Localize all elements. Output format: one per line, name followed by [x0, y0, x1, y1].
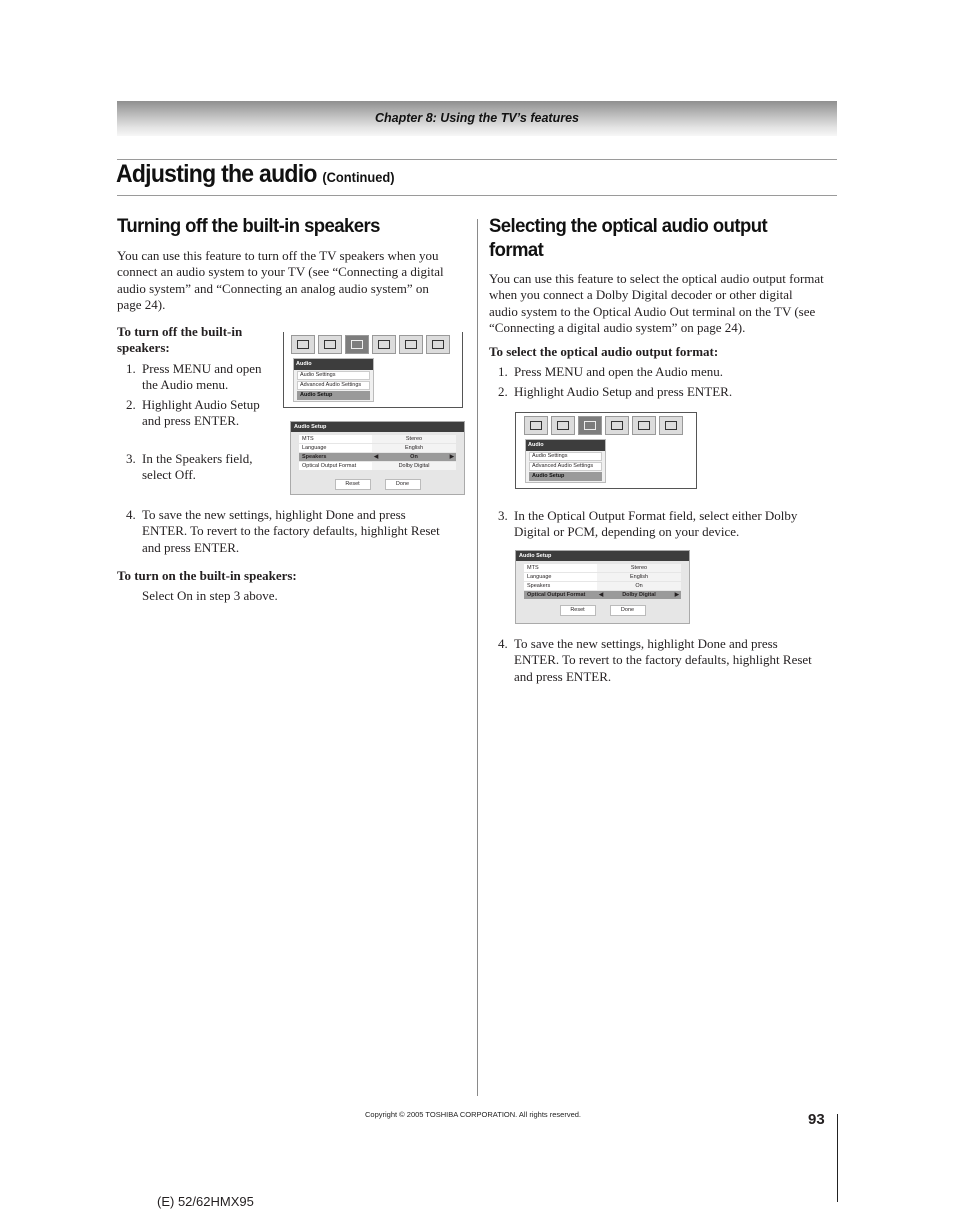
picture-icon: [524, 416, 548, 435]
menu-item-advanced-audio-settings[interactable]: Advanced Audio Settings: [297, 381, 370, 390]
right-heading-line: Selecting the optical audio output: [489, 215, 768, 237]
applications-icon: [605, 416, 629, 435]
menu-icon-bar: [284, 332, 462, 357]
reset-button[interactable]: Reset: [335, 479, 371, 490]
setup-row-value: Dolby Digital: [372, 462, 456, 470]
audio-submenu-header: Audio: [526, 440, 605, 451]
step-text: the Audio menu.: [142, 377, 229, 393]
audio-icon: [345, 335, 369, 354]
step-text: and press ENTER.: [142, 413, 240, 429]
reset-button[interactable]: Reset: [560, 605, 596, 616]
step-text: ENTER. To revert to the factory defaults, highlight Reset: [142, 523, 440, 539]
step-number: 2.: [498, 384, 508, 399]
left-procedure-title-line: speakers:: [117, 340, 170, 356]
step-number: 2.: [126, 397, 136, 412]
setup-row-value: Stereo: [372, 435, 456, 443]
setup-row-value: On: [597, 582, 681, 590]
setup-row-value-text: On: [410, 454, 418, 460]
page-title-suffix: (Continued): [322, 169, 395, 185]
setup-row-mts[interactable]: [299, 435, 456, 443]
step-text: Highlight Audio Setup and press ENTER.: [514, 384, 733, 399]
audio-setup-header: Audio Setup: [516, 551, 689, 561]
menu-item-audio-settings[interactable]: Audio Settings: [529, 452, 602, 461]
left-arrow-icon[interactable]: ◀: [374, 454, 379, 460]
setup-row-optical-output-format[interactable]: [299, 462, 456, 470]
right-arrow-icon[interactable]: ▶: [674, 592, 679, 598]
right-intro: [489, 271, 844, 336]
audio-icon: [578, 416, 602, 435]
right-intro-line: when you connect a Dolby Digital decoder or other digital: [489, 287, 793, 303]
left-intro-line: audio system” and “Connecting an analog audio system” on: [117, 280, 429, 296]
right-section-heading: [489, 214, 767, 262]
done-button[interactable]: Done: [610, 605, 646, 616]
model-number: (E) 52/62HMX95: [157, 1194, 254, 1209]
page-number: 93: [808, 1111, 825, 1128]
right-arrow-icon[interactable]: ▶: [449, 454, 454, 460]
setup-row-value: English: [372, 444, 456, 452]
menu-item-audio-settings[interactable]: Audio Settings: [297, 371, 370, 380]
menu-icon-bar: [516, 413, 696, 438]
step-number: 4.: [498, 636, 508, 651]
setup-row-label: Speakers: [299, 453, 372, 461]
page-title: [116, 160, 395, 189]
left-section-heading: Turning off the built-in speakers: [117, 215, 380, 237]
setup-row-optical-output-format[interactable]: [524, 591, 681, 599]
done-button[interactable]: Done: [385, 479, 421, 490]
step-text: To save the new settings, highlight Done and press: [514, 636, 778, 651]
chapter-title: Chapter 8: Using the TV’s features: [375, 111, 579, 125]
setup-row-mts[interactable]: [524, 564, 681, 572]
preferences-icon: [659, 416, 683, 435]
right-intro-line: “Connecting a digital audio system” on page 24).: [489, 319, 746, 335]
setup-row-label: Optical Output Format: [299, 462, 372, 470]
right-intro-line: You can use this feature to select the optical audio output format: [489, 271, 824, 286]
picture-icon: [291, 335, 315, 354]
step-text: and press ENTER.: [142, 539, 240, 555]
step-text: To save the new settings, highlight Done and press: [142, 507, 406, 522]
setup-icon: [318, 335, 342, 354]
step-number: 1.: [498, 364, 508, 379]
title-rule-bottom: [117, 195, 837, 196]
step-text: In the Optical Output Format field, select either Dolby: [514, 508, 798, 523]
menu-item-advanced-audio-settings[interactable]: Advanced Audio Settings: [529, 462, 602, 471]
audio-submenu-header: Audio: [294, 359, 373, 370]
left-audio-setup-screenshot: [290, 421, 465, 495]
left-step-4: [117, 507, 472, 556]
step-text: ENTER. To revert to the factory defaults, highlight Reset: [514, 652, 812, 668]
setup-row-language[interactable]: [299, 444, 456, 452]
copyright-notice: Copyright © 2005 TOSHIBA CORPORATION. All rights reserved.: [365, 1110, 582, 1119]
right-step-4: [489, 636, 844, 685]
audio-submenu: [293, 358, 374, 402]
setup-row-value: [597, 591, 681, 599]
right-procedure-title: To select the optical audio output format:: [489, 344, 719, 359]
left-intro-line: page 24).: [117, 296, 166, 312]
menu-item-audio-setup[interactable]: Audio Setup: [529, 472, 602, 481]
step-number: 3.: [126, 451, 136, 466]
left-procedure2-text: Select On in step 3 above.: [142, 588, 278, 603]
setup-row-value: English: [597, 573, 681, 581]
setup-row-speakers[interactable]: [524, 582, 681, 590]
right-audio-menu-screenshot: [515, 412, 697, 489]
step-text: Highlight Audio Setup: [142, 397, 260, 412]
left-audio-menu-screenshot: [283, 332, 463, 408]
right-step-3: [489, 508, 844, 541]
step-text: Press MENU and open the Audio menu.: [514, 364, 724, 379]
left-step-1: [117, 361, 277, 394]
audio-setup-header: Audio Setup: [291, 422, 464, 432]
setup-icon: [551, 416, 575, 435]
lock-icon: [399, 335, 423, 354]
left-procedure-title: [117, 324, 242, 357]
step-text: Digital or PCM, depending on your device.: [514, 524, 740, 540]
applications-icon: [372, 335, 396, 354]
step-number: 1.: [126, 361, 136, 376]
left-step-2: [117, 397, 277, 430]
lock-icon: [632, 416, 656, 435]
step-number: 4.: [126, 507, 136, 522]
setup-row-label: Language: [299, 444, 372, 452]
step-text: In the Speakers field,: [142, 451, 253, 466]
right-step-2: [489, 384, 789, 400]
chapter-header-band: [117, 101, 837, 136]
left-intro-line: You can use this feature to turn off the TV speakers when you: [117, 248, 439, 263]
setup-row-language[interactable]: [524, 573, 681, 581]
menu-item-audio-setup[interactable]: Audio Setup: [297, 391, 370, 400]
preferences-icon: [426, 335, 450, 354]
right-step-1: [489, 364, 789, 380]
step-text: select Off.: [142, 467, 196, 483]
left-intro-line: connect an audio system to your TV (see “Connecting a digital: [117, 264, 444, 280]
setup-row-label: MTS: [524, 564, 597, 572]
right-intro-line: audio system to the Optical Audio Out terminal on the TV (see: [489, 303, 816, 319]
setup-row-label: MTS: [299, 435, 372, 443]
setup-row-label: Optical Output Format: [524, 591, 597, 599]
right-heading-line: format: [489, 239, 544, 261]
setup-buttons: [291, 479, 464, 490]
setup-buttons: [516, 605, 689, 616]
setup-row-value: [372, 453, 456, 461]
step-text: Press MENU and open: [142, 361, 262, 376]
setup-row-speakers[interactable]: [299, 453, 456, 461]
step-number: 3.: [498, 508, 508, 523]
footer-vertical-rule: [837, 1114, 838, 1202]
setup-row-value-text: Dolby Digital: [622, 592, 656, 598]
left-intro: [117, 248, 467, 313]
left-arrow-icon[interactable]: ◀: [599, 592, 604, 598]
left-step-3: [117, 451, 277, 484]
setup-row-value: Stereo: [597, 564, 681, 572]
left-procedure2-title: To turn on the built-in speakers:: [117, 568, 297, 583]
right-audio-setup-screenshot: [515, 550, 690, 624]
setup-row-label: Speakers: [524, 582, 597, 590]
page-title-text: Adjusting the audio: [116, 160, 317, 188]
column-divider: [477, 219, 478, 1096]
audio-submenu: [525, 439, 606, 483]
left-procedure-title-line: To turn off the built-in: [117, 324, 243, 339]
setup-row-label: Language: [524, 573, 597, 581]
step-text: and press ENTER.: [514, 668, 612, 684]
